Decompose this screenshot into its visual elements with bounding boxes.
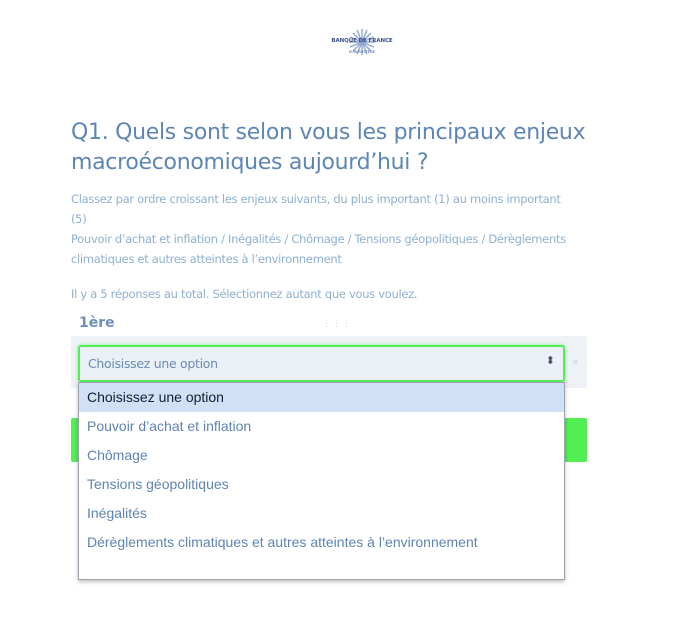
close-icon[interactable]: × <box>572 355 580 369</box>
banque-de-france-logo <box>322 28 402 62</box>
logo-brand-text: BANQUE DE FRANCE <box>331 38 393 44</box>
up-down-chevron-icon: ⬍ <box>545 355 555 367</box>
question-description <box>71 189 571 269</box>
question-title: Q1. Quels sont selon vous les principaux enjeux macroéconomiques aujourd’hui ? <box>71 120 586 175</box>
select-value: Choisissez une option <box>88 356 218 371</box>
select-dropdown-list <box>78 382 565 580</box>
dropdown-option[interactable]: Inégalités <box>87 505 147 521</box>
rank-select[interactable] <box>78 345 565 382</box>
dropdown-option[interactable]: Dérèglements climatiques et autres atteintes à l’environnement <box>87 534 478 550</box>
logo-subtitle: EUROSYSTÈME <box>348 50 376 54</box>
rank-label: 1ère <box>79 315 115 331</box>
drag-handle-icon[interactable]: ⋮⋮⋮ <box>322 318 352 328</box>
dropdown-option[interactable]: Choisissez une option <box>79 383 564 412</box>
instruction-text: Classez par ordre croissant les enjeux suivants, du plus important (1) au moins important (5) <box>71 192 561 226</box>
dropdown-option[interactable]: Pouvoir d’achat et inflation <box>87 418 252 434</box>
response-count-text: Il y a 5 réponses au total. Sélectionnez autant que vous voulez. <box>71 287 418 301</box>
dropdown-option[interactable]: Tensions géopolitiques <box>87 476 229 492</box>
submit-button-edge[interactable] <box>564 418 587 462</box>
issues-list-text: Pouvoir d’achat et inflation / Inégalités / Chômage / Tensions géopolitiques / Dérèglements climatiques et autres atteintes à l’environnement <box>71 232 566 266</box>
dropdown-option[interactable]: Chômage <box>87 447 148 463</box>
